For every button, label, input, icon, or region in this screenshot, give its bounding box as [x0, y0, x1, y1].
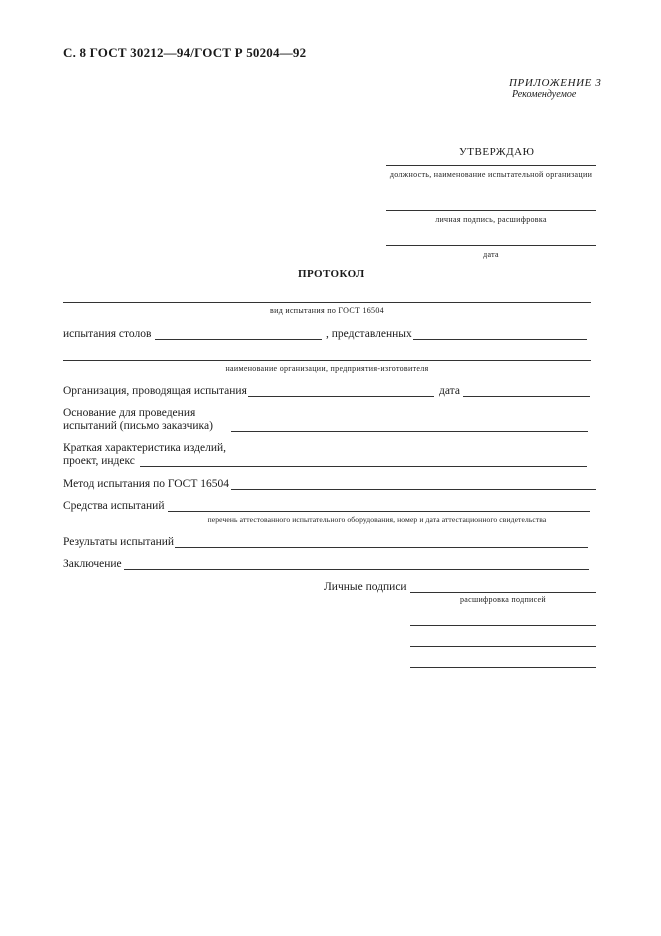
signature-line-2	[410, 625, 596, 626]
manufacturer-line	[63, 360, 591, 361]
results-line	[175, 547, 588, 548]
page-header: С. 8 ГОСТ 30212—94/ГОСТ Р 50204—92	[63, 45, 307, 60]
method-line	[231, 489, 596, 490]
date-caption: дата	[483, 250, 499, 259]
manufacturer-caption: наименование организации, предприятия-изготовителя	[225, 364, 429, 373]
tables-label: испытания столов	[63, 328, 152, 340]
test-type-caption: вид испытания по ГОСТ 16504	[270, 306, 384, 315]
basis-line	[231, 431, 588, 432]
signature-caption: личная подпись, расшифровка	[435, 215, 547, 224]
basis-label-1: Основание для проведения	[63, 407, 196, 419]
conclusion-line	[124, 569, 589, 570]
signature-line-3	[410, 646, 596, 647]
method-label: Метод испытания по ГОСТ 16504	[63, 478, 229, 490]
org-label: Организация, проводящая испытания	[63, 385, 247, 397]
brief-line	[140, 466, 587, 467]
means-label: Средства испытаний	[63, 500, 165, 512]
position-caption: должность, наименование испытательной организации	[389, 170, 593, 179]
basis-label-2: испытаний (письмо заказчика)	[63, 420, 213, 432]
means-caption: перечень аттестованного испытательного оборудования, номер и дата аттестационного свидетельства	[207, 515, 547, 524]
brief-label-1: Краткая характеристика изделий,	[63, 442, 227, 454]
means-line	[168, 511, 590, 512]
signatures-label: Личные подписи	[324, 581, 407, 593]
conclusion-label: Заключение	[63, 558, 122, 570]
position-line	[386, 165, 596, 166]
brief-label-2: проект, индекс	[63, 455, 135, 467]
presented-line	[413, 339, 587, 340]
presented-label: , представленных	[326, 328, 412, 340]
signature-line	[386, 210, 596, 211]
signatures-caption: расшифровка подписей	[460, 595, 546, 604]
signatures-line	[410, 592, 596, 593]
date-line	[386, 245, 596, 246]
results-label: Результаты испытаний	[63, 536, 175, 548]
org-date-line	[463, 396, 590, 397]
signature-line-4	[410, 667, 596, 668]
protocol-title: ПРОТОКОЛ	[298, 268, 365, 280]
approval-heading: УТВЕРЖДАЮ	[459, 146, 535, 158]
org-line	[248, 396, 434, 397]
appendix-subtitle: Рекомендуемое	[512, 89, 577, 100]
test-type-line	[63, 302, 591, 303]
tables-line	[155, 339, 322, 340]
date-label: дата	[439, 385, 460, 397]
appendix-title: ПРИЛОЖЕНИЕ 3	[509, 77, 602, 89]
